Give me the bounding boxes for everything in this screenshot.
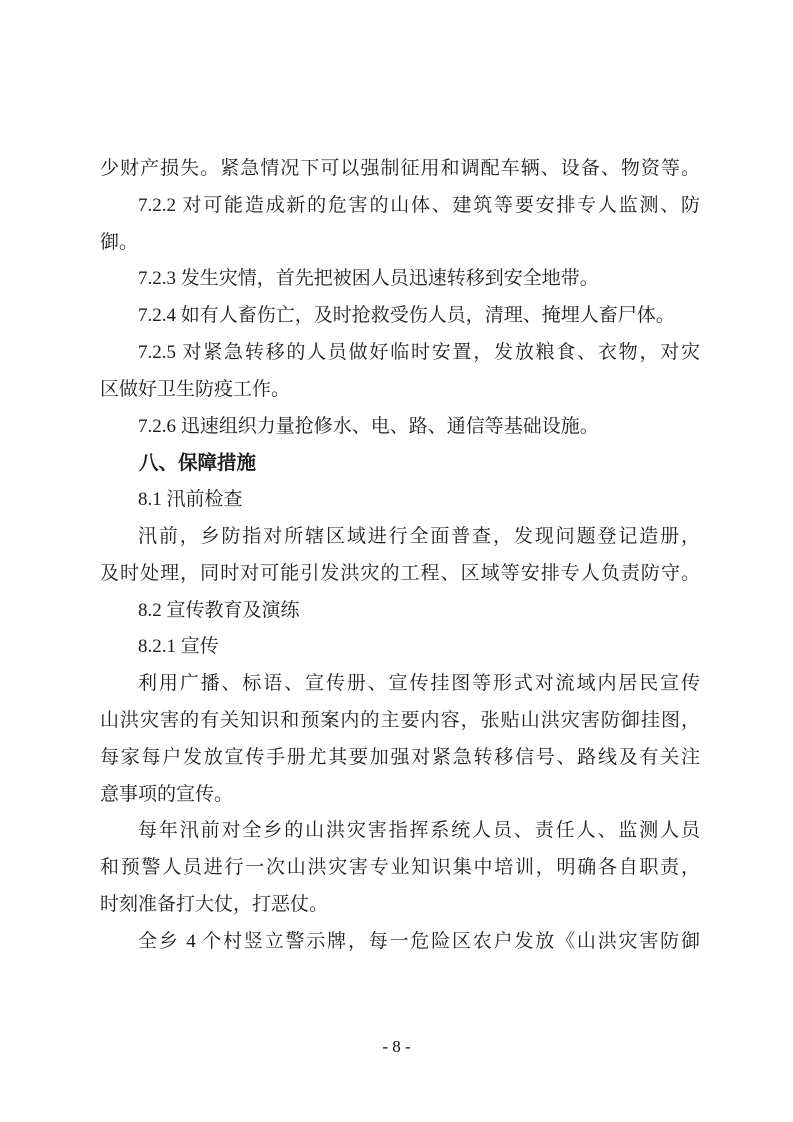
text-line: 8.1 汛前检查	[138, 489, 243, 511]
text-line: 7.2.6 迅速组织力量抢修水、电、路、通信等基础设施。	[138, 415, 599, 437]
text-line: 7.2.3 发生灾情，首先把被困人员迅速转移到安全地带。	[138, 268, 599, 290]
section-heading-line: 八、保障措施	[139, 452, 257, 475]
text-line: 汛前，乡防指对所辖区域进行全面普查，发现问题登记造册，	[138, 525, 700, 547]
text-line: 意事项的宣传。	[100, 783, 234, 805]
text-line: 少财产损失。紧急情况下可以强制征用和调配车辆、设备、物资等。	[100, 158, 700, 179]
text-line: 御。	[100, 231, 139, 253]
text-line: 8.2.1 宣传	[138, 636, 219, 658]
text-line: 7.2.2 对可能造成新的危害的山体、建筑等要安排专人监测、防	[138, 194, 700, 216]
text-line: 8.2 宣传教育及演练	[138, 599, 300, 621]
text-line: 和预警人员进行一次山洪灾害专业知识集中培训，明确各自职责，	[100, 857, 700, 879]
text-line: 时刻准备打大仗，打恶仗。	[100, 893, 329, 915]
page-body-text	[100, 151, 700, 961]
text-line: 及时处理，同时对可能引发洪灾的工程、区域等安排专人负责防守。	[100, 562, 700, 584]
text-line: 每年汛前对全乡的山洪灾害指挥系统人员、责任人、监测人员	[138, 820, 700, 842]
text-line: 7.2.5 对紧急转移的人员做好临时安置，发放粮食、衣物，对灾	[138, 341, 700, 363]
text-line: 山洪灾害的有关知识和预案内的主要内容，张贴山洪灾害防御挂图，	[100, 709, 700, 731]
text-line: 全乡 4 个村竖立警示牌，每一危险区农户发放《山洪灾害防御	[138, 930, 700, 952]
text-line: 利用广播、标语、宣传册、宣传挂图等形式对流域内居民宣传	[138, 673, 700, 695]
text-line: 每家每户发放宣传手册尤其要加强对紧急转移信号、路线及有关注	[100, 746, 700, 768]
text-line: 区做好卫生防疫工作。	[100, 378, 291, 400]
text-line: 7.2.4 如有人畜伤亡，及时抢救受伤人员，清理、掩埋人畜尸体。	[138, 305, 675, 327]
page-number: - 8 -	[382, 1037, 411, 1056]
